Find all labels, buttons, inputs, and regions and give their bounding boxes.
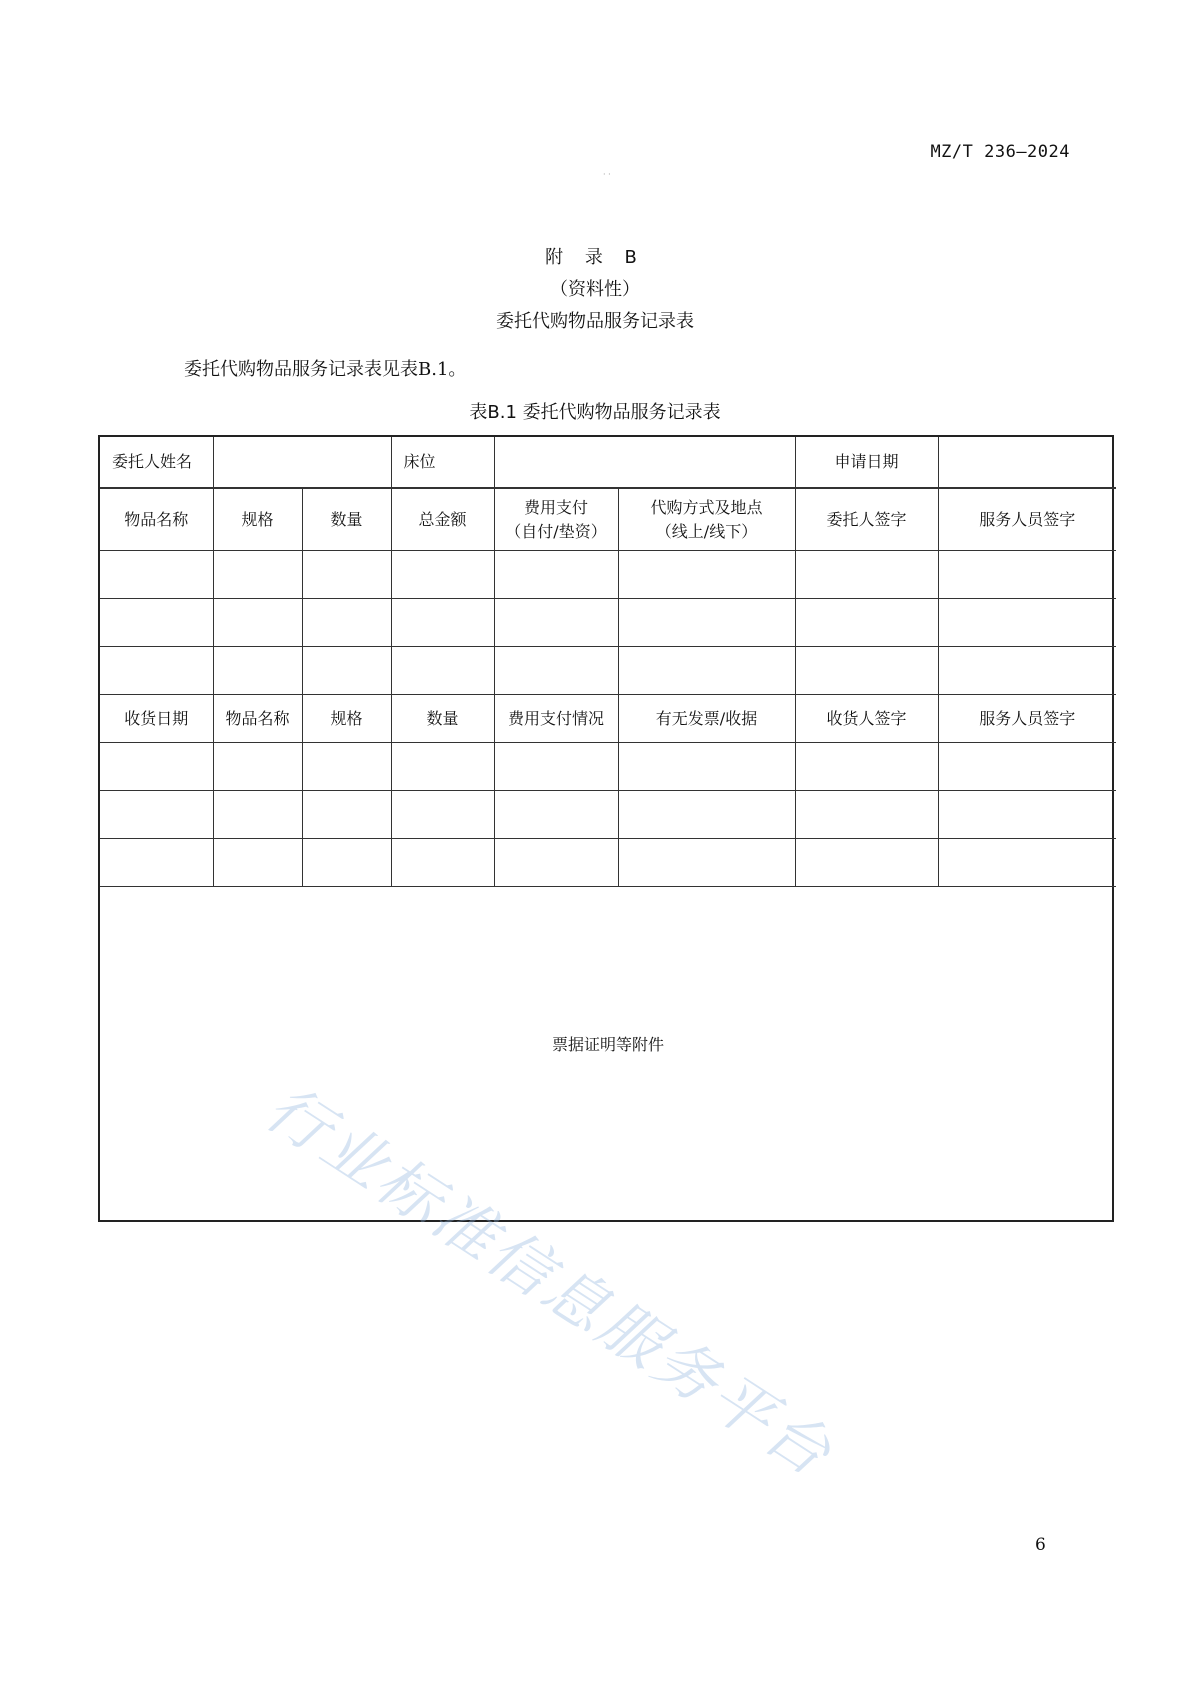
table-cell[interactable] bbox=[618, 647, 795, 695]
table-cell[interactable] bbox=[494, 599, 618, 647]
bed-label: 床位 bbox=[391, 437, 494, 488]
table-cell[interactable] bbox=[391, 599, 494, 647]
appendix-title: 附 录 B bbox=[545, 247, 645, 268]
info-row bbox=[100, 437, 1116, 488]
client-name-value[interactable] bbox=[213, 437, 391, 488]
table-cell[interactable] bbox=[213, 551, 302, 599]
table-caption: 表B.1 委托代购物品服务记录表 bbox=[469, 402, 721, 423]
purchase-entry-row bbox=[100, 599, 1116, 647]
purchase-header-label: 服务人员签字 bbox=[979, 509, 1076, 529]
table-cell[interactable] bbox=[100, 551, 213, 599]
table-cell[interactable] bbox=[213, 743, 302, 791]
attachment-row bbox=[100, 887, 1116, 1230]
document-code: MZ/T 236—2024 bbox=[930, 142, 1070, 162]
table-cell[interactable] bbox=[391, 743, 494, 791]
purchase-header-label: 总金额 bbox=[418, 509, 467, 529]
table-cell[interactable] bbox=[213, 791, 302, 839]
table-cell[interactable] bbox=[302, 791, 391, 839]
table-cell[interactable] bbox=[391, 791, 494, 839]
table-cell[interactable] bbox=[391, 647, 494, 695]
table-cell[interactable] bbox=[100, 791, 213, 839]
purchase-entry-row bbox=[100, 647, 1116, 695]
table-cell[interactable] bbox=[938, 839, 1116, 887]
table-cell[interactable] bbox=[302, 599, 391, 647]
table-cell[interactable] bbox=[391, 551, 494, 599]
table-cell[interactable] bbox=[213, 839, 302, 887]
receipt-entry-row bbox=[100, 839, 1116, 887]
purchase-header-cell bbox=[391, 488, 494, 551]
table-cell[interactable] bbox=[494, 551, 618, 599]
receipt-entry-row bbox=[100, 743, 1116, 791]
page-number: 6 bbox=[1035, 1535, 1046, 1555]
purchase-header-row bbox=[100, 488, 1116, 551]
table-cell[interactable] bbox=[494, 839, 618, 887]
table-cell[interactable] bbox=[213, 599, 302, 647]
table-cell[interactable] bbox=[100, 743, 213, 791]
table-cell[interactable] bbox=[302, 839, 391, 887]
receipt-header-cell: 费用支付情况 bbox=[494, 695, 618, 743]
receipt-header-row bbox=[100, 695, 1116, 743]
purchase-entry-row bbox=[100, 551, 1116, 599]
purchase-header-cell bbox=[795, 488, 938, 551]
receipt-header-cell: 数量 bbox=[391, 695, 494, 743]
table-cell[interactable] bbox=[100, 839, 213, 887]
appendix-nature: （资料性） bbox=[550, 279, 640, 300]
apply-date-value[interactable] bbox=[938, 437, 1116, 488]
table-cell[interactable] bbox=[302, 743, 391, 791]
purchase-header-cell bbox=[938, 488, 1116, 551]
purchase-header-cell bbox=[100, 488, 213, 551]
receipt-header-cell: 物品名称 bbox=[213, 695, 302, 743]
apply-date-label: 申请日期 bbox=[795, 437, 938, 488]
table-cell[interactable] bbox=[795, 599, 938, 647]
table-cell[interactable] bbox=[618, 791, 795, 839]
table-cell[interactable] bbox=[795, 791, 938, 839]
table-cell[interactable] bbox=[618, 839, 795, 887]
purchase-header-cell bbox=[302, 488, 391, 551]
bed-value[interactable] bbox=[494, 437, 795, 488]
purchase-header-label: 委托人签字 bbox=[826, 509, 907, 529]
intro-text: 委托代购物品服务记录表见表B.1。 bbox=[184, 359, 467, 380]
purchase-header-cell bbox=[213, 488, 302, 551]
purchase-header-cell bbox=[618, 488, 795, 551]
receipt-header-cell: 收货日期 bbox=[100, 695, 213, 743]
table-cell[interactable] bbox=[494, 743, 618, 791]
table-cell[interactable] bbox=[938, 551, 1116, 599]
receipt-header-cell: 服务人员签字 bbox=[938, 695, 1116, 743]
table-cell[interactable] bbox=[302, 647, 391, 695]
table-cell[interactable] bbox=[618, 743, 795, 791]
table-cell[interactable] bbox=[302, 551, 391, 599]
table-cell[interactable] bbox=[938, 599, 1116, 647]
table-cell[interactable] bbox=[618, 551, 795, 599]
table-cell[interactable] bbox=[795, 551, 938, 599]
receipt-header-cell: 收货人签字 bbox=[795, 695, 938, 743]
purchase-header-cell bbox=[494, 488, 618, 551]
watermark: 行业标准信息服务平台 bbox=[253, 1070, 847, 1492]
purchase-header-label: 代购方式及地点 （线上/线下） bbox=[650, 497, 763, 541]
receipt-entry-row bbox=[100, 791, 1116, 839]
purchase-header-label: 规格 bbox=[241, 509, 274, 529]
purchase-header-label: 数量 bbox=[330, 509, 363, 529]
table-cell[interactable] bbox=[618, 599, 795, 647]
table-cell[interactable] bbox=[795, 743, 938, 791]
table-cell[interactable] bbox=[100, 599, 213, 647]
table-cell[interactable] bbox=[494, 791, 618, 839]
table-cell[interactable] bbox=[213, 647, 302, 695]
table-cell[interactable] bbox=[795, 839, 938, 887]
receipt-header-cell: 有无发票/收据 bbox=[618, 695, 795, 743]
table-cell[interactable] bbox=[100, 647, 213, 695]
appendix-name: 委托代购物品服务记录表 bbox=[496, 311, 694, 332]
purchase-header-label: 物品名称 bbox=[124, 509, 189, 529]
receipt-header-cell: 规格 bbox=[302, 695, 391, 743]
table-cell[interactable] bbox=[494, 647, 618, 695]
purchase-header-label: 费用支付 （自付/垫资） bbox=[505, 497, 607, 541]
record-table bbox=[100, 437, 1116, 1229]
table-cell[interactable] bbox=[938, 791, 1116, 839]
record-table-frame bbox=[98, 435, 1114, 1222]
table-cell[interactable] bbox=[391, 839, 494, 887]
client-name-label: 委托人姓名 bbox=[100, 437, 213, 488]
table-cell[interactable] bbox=[938, 647, 1116, 695]
attachment-label: 票据证明等附件 bbox=[551, 1035, 664, 1054]
attachment-cell[interactable] bbox=[100, 887, 1116, 1230]
table-cell[interactable] bbox=[795, 647, 938, 695]
table-cell[interactable] bbox=[938, 743, 1116, 791]
header-dots: · · bbox=[603, 170, 611, 179]
